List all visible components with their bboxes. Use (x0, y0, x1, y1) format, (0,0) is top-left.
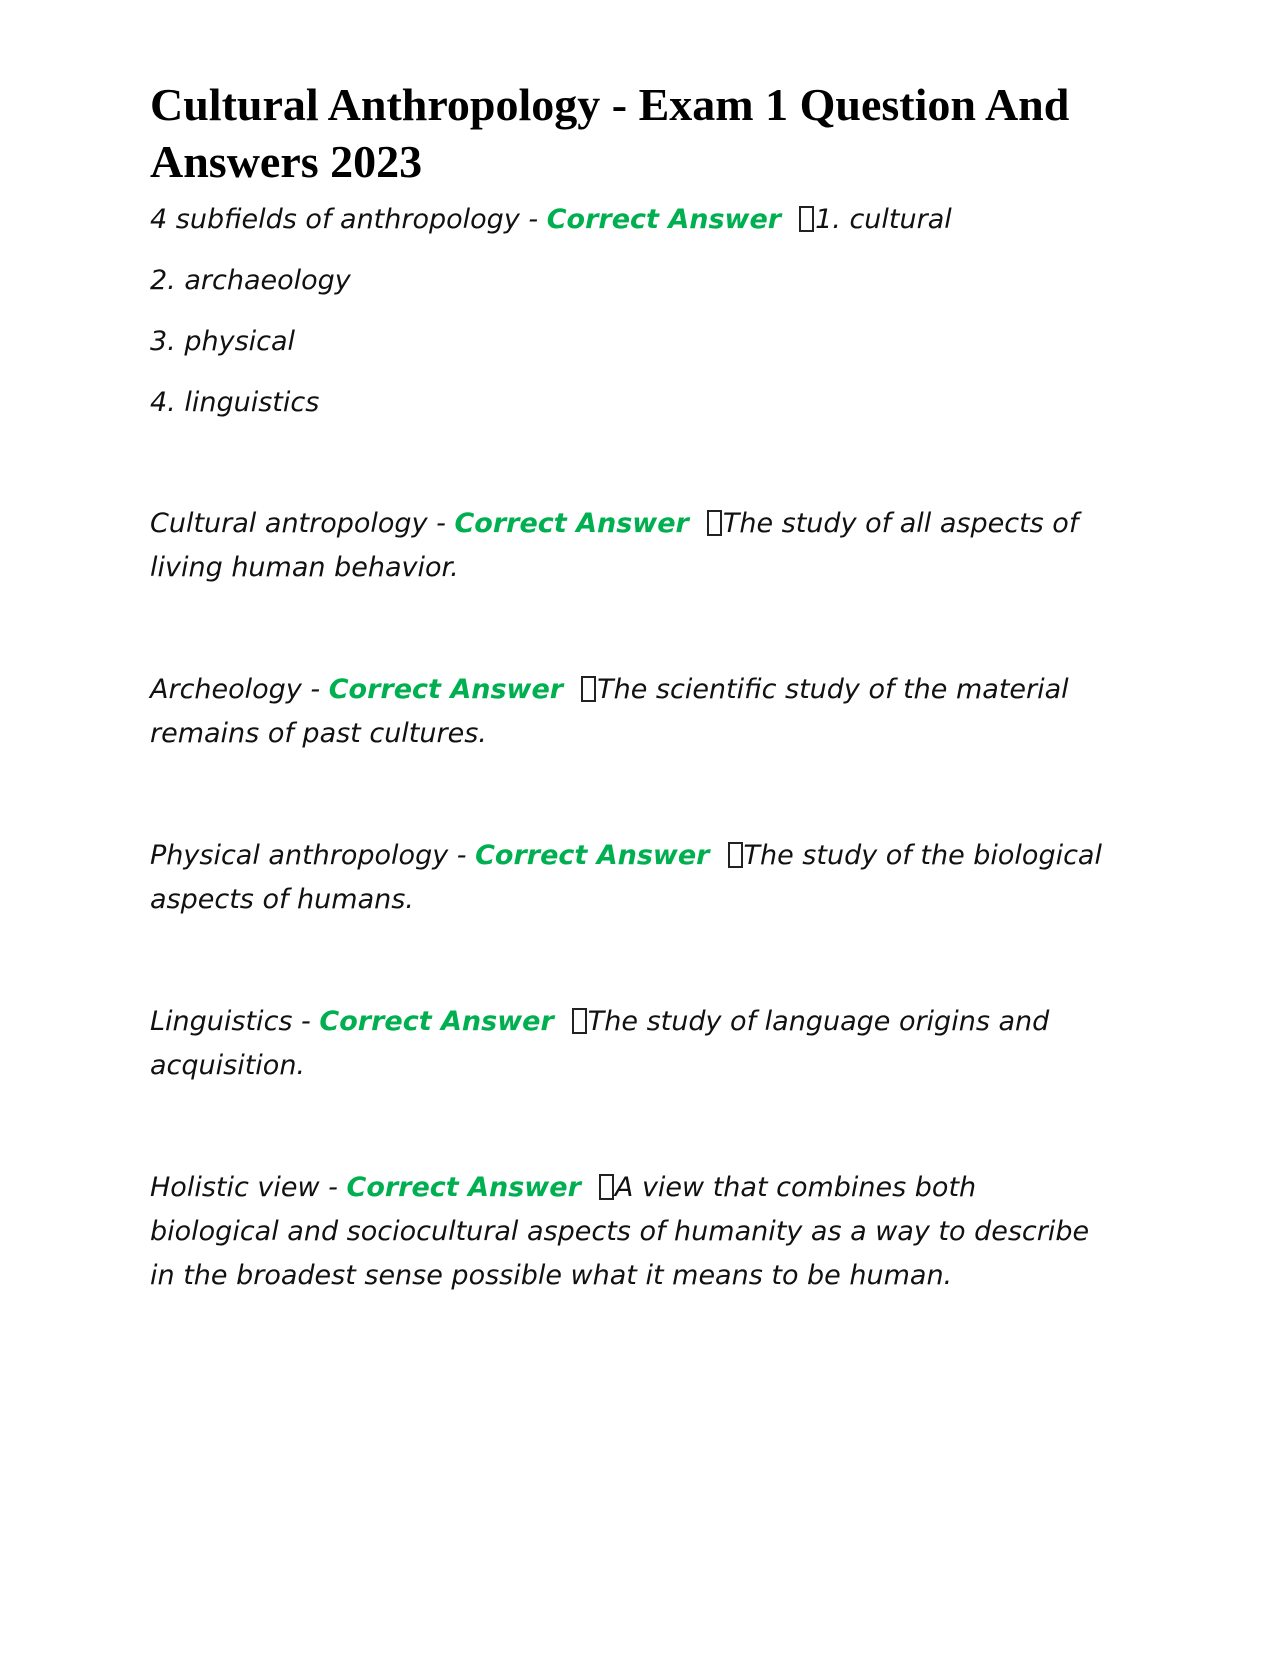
list-item: 3. physical (150, 326, 296, 357)
term-label: Cultural antropology - (150, 508, 455, 539)
term-label: Archeology - (150, 674, 329, 705)
correct-answer-label: Correct Answer (319, 1006, 554, 1037)
qa-entry-holistic (150, 1166, 1110, 1298)
correct-answer-label: Correct Answer (454, 508, 689, 539)
document-body (150, 76, 1110, 1376)
answer-text: A view that combines both biological and sociocultural aspects of humanity as a way to describe in the broadest sense possible what it means to be human. (150, 1172, 1090, 1291)
missing-glyph-icon (572, 1008, 587, 1034)
term-label: Linguistics - (150, 1006, 320, 1037)
missing-glyph-icon (599, 1174, 614, 1200)
term-label: Physical anthropology - (150, 840, 476, 871)
missing-glyph-icon (707, 510, 722, 536)
answer-text: The scientific study of the material remains of past cultures. (150, 674, 1069, 749)
answer-text: The study of all aspects of living human behavior. (150, 508, 1079, 583)
list-item: 2. archaeology (150, 265, 351, 296)
document-title: Cultural Anthropology - Exam 1 Question And Answers 2023 (150, 79, 1070, 187)
spacer (150, 442, 1110, 502)
answer-text: 1. cultural (815, 204, 952, 235)
missing-glyph-icon (728, 842, 743, 868)
list-item: 4. linguistics (150, 387, 320, 418)
correct-answer-label: Correct Answer (546, 204, 782, 235)
qa-entry-archeology (150, 668, 1110, 756)
missing-glyph-icon (581, 676, 596, 702)
qa-entry-cultural (150, 502, 1110, 590)
qa-entry-linguistics (150, 1000, 1110, 1088)
correct-answer-label: Correct Answer (328, 674, 564, 705)
answer-text: The study of language origins and acquisition. (150, 1006, 1050, 1081)
missing-glyph-icon (799, 206, 814, 232)
term-label: 4 subfields of anthropology - (150, 204, 547, 235)
answer-text: The study of the biological aspects of humans. (150, 840, 1102, 915)
correct-answer-label: Correct Answer (346, 1172, 581, 1203)
qa-entry-subfields (150, 198, 1110, 242)
qa-entry-physical (150, 834, 1110, 922)
term-label: Holistic view - (150, 1172, 347, 1203)
correct-answer-label: Correct Answer (475, 840, 710, 871)
